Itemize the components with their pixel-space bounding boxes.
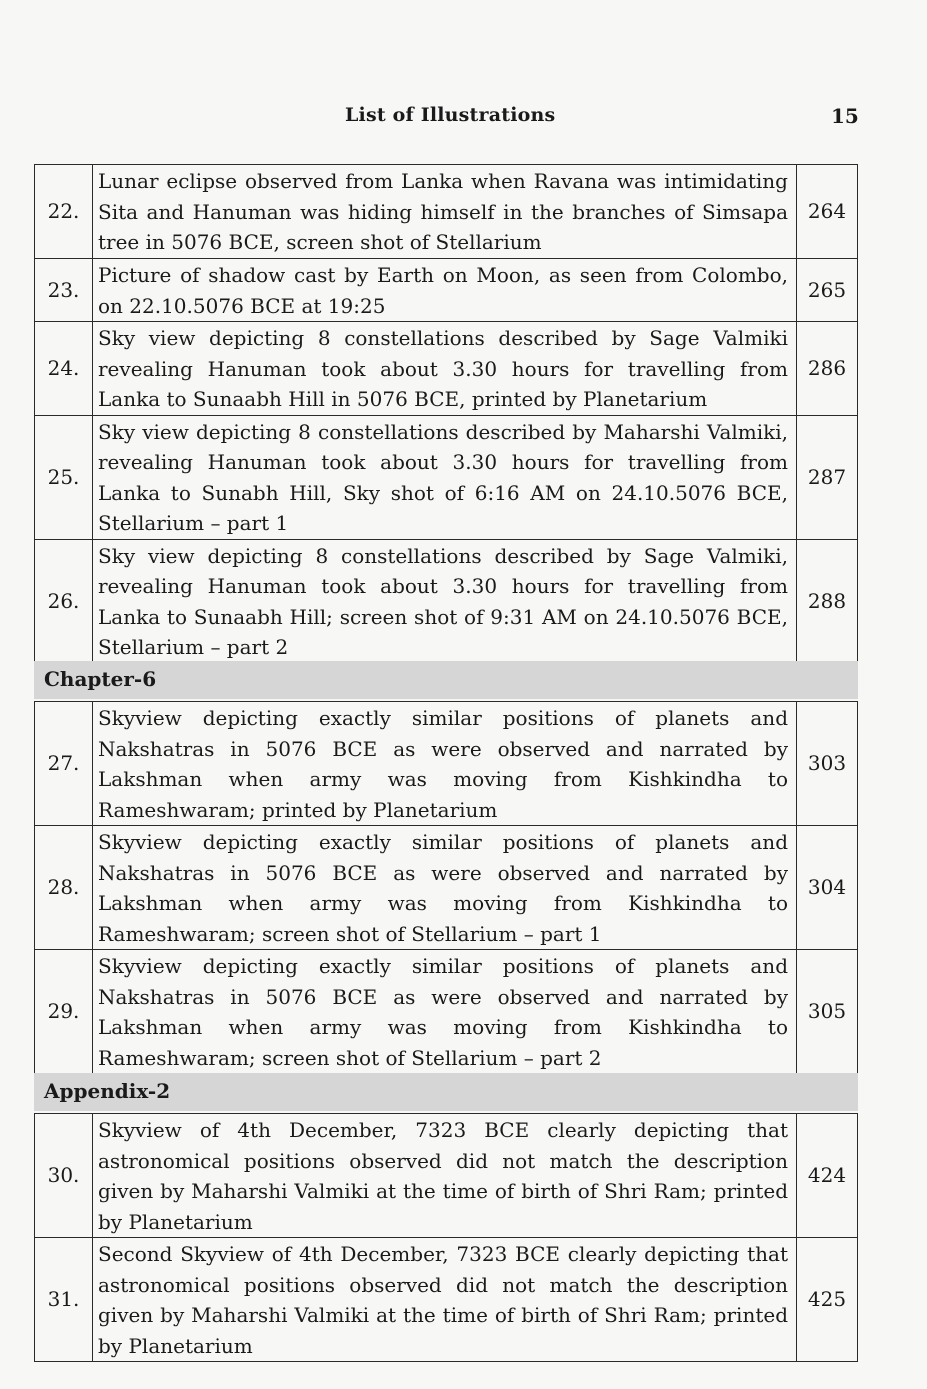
item-number: 27. bbox=[35, 702, 93, 826]
item-number: 22. bbox=[35, 165, 93, 259]
item-description: Skyview of 4th December, 7323 BCE clearly depicting that astronomical positions observed did not match the description given by Maharshi Valmiki at the time of birth of Shri Ram; printed by Planetarium bbox=[93, 1114, 797, 1238]
illustrations-table-group-3 bbox=[34, 1113, 858, 1362]
item-description: Second Skyview of 4th December, 7323 BCE clearly depicting that astronomical positions observed did not match the description given by Maharshi Valmiki at the time of birth of Shri Ram; printed by Planetarium bbox=[93, 1238, 797, 1362]
item-number: 30. bbox=[35, 1114, 93, 1238]
item-number: 23. bbox=[35, 259, 93, 322]
running-head-title: List of Illustrations bbox=[345, 104, 556, 126]
item-description: Picture of shadow cast by Earth on Moon, as seen from Colombo, on 22.10.5076 BCE at 19:25 bbox=[93, 259, 797, 322]
section-heading-label: Chapter-6 bbox=[44, 667, 157, 691]
table-row bbox=[35, 1238, 858, 1362]
item-page: 265 bbox=[797, 259, 858, 322]
item-page: 424 bbox=[797, 1114, 858, 1238]
item-page: 305 bbox=[797, 950, 858, 1074]
item-page: 287 bbox=[797, 415, 858, 539]
table-row bbox=[35, 950, 858, 1074]
table-row bbox=[35, 826, 858, 950]
section-heading-chapter bbox=[34, 661, 858, 699]
running-head bbox=[0, 104, 927, 128]
item-page: 264 bbox=[797, 165, 858, 259]
table-row bbox=[35, 165, 858, 259]
item-description: Sky view depicting 8 constellations described by Sage Valmiki revealing Hanuman took about 3.30 hours for travelling from Lanka to Sunaabh Hill in 5076 BCE, printed by Planetarium bbox=[93, 322, 797, 416]
item-description: Skyview depicting exactly similar positions of planets and Nakshatras in 5076 BCE as were observed and narrated by Lakshman when army was moving from Kishkindha to Rameshwaram; screen shot of Stellarium – part 1 bbox=[93, 826, 797, 950]
table-row bbox=[35, 259, 858, 322]
item-page: 288 bbox=[797, 539, 858, 663]
section-heading-appendix bbox=[34, 1073, 858, 1111]
item-number: 24. bbox=[35, 322, 93, 416]
item-number: 26. bbox=[35, 539, 93, 663]
item-number: 29. bbox=[35, 950, 93, 1074]
item-page: 303 bbox=[797, 702, 858, 826]
item-description: Sky view depicting 8 constellations described by Maharshi Valmiki, revealing Hanuman took about 3.30 hours for travelling from Lanka to Sunabh Hill, Sky shot of 6:16 AM on 24.10.5076 BCE, Stellarium – part 1 bbox=[93, 415, 797, 539]
table-row bbox=[35, 322, 858, 416]
table-row bbox=[35, 702, 858, 826]
item-page: 304 bbox=[797, 826, 858, 950]
page-number: 15 bbox=[831, 104, 859, 128]
item-description: Skyview depicting exactly similar positions of planets and Nakshatras in 5076 BCE as were observed and narrated by Lakshman when army was moving from Kishkindha to Rameshwaram; printed by Planetarium bbox=[93, 702, 797, 826]
item-description: Sky view depicting 8 constellations described by Sage Valmiki, revealing Hanuman took about 3.30 hours for travelling from Lanka to Sunaabh Hill; screen shot of 9:31 AM on 24.10.5076 BCE, Stellarium – part 2 bbox=[93, 539, 797, 663]
table-row bbox=[35, 539, 858, 663]
item-number: 28. bbox=[35, 826, 93, 950]
item-page: 425 bbox=[797, 1238, 858, 1362]
item-description: Lunar eclipse observed from Lanka when Ravana was intimidating Sita and Hanuman was hiding himself in the branches of Simsapa tree in 5076 BCE, screen shot of Stellarium bbox=[93, 165, 797, 259]
illustrations-table-group-2 bbox=[34, 701, 858, 1074]
table-row bbox=[35, 415, 858, 539]
section-heading-label: Appendix-2 bbox=[44, 1079, 171, 1103]
table-row bbox=[35, 1114, 858, 1238]
item-number: 31. bbox=[35, 1238, 93, 1362]
item-number: 25. bbox=[35, 415, 93, 539]
item-description: Skyview depicting exactly similar positions of planets and Nakshatras in 5076 BCE as were observed and narrated by Lakshman when army was moving from Kishkindha to Rameshwaram; screen shot of Stellarium – part 2 bbox=[93, 950, 797, 1074]
illustrations-table-group-1 bbox=[34, 164, 858, 664]
item-page: 286 bbox=[797, 322, 858, 416]
